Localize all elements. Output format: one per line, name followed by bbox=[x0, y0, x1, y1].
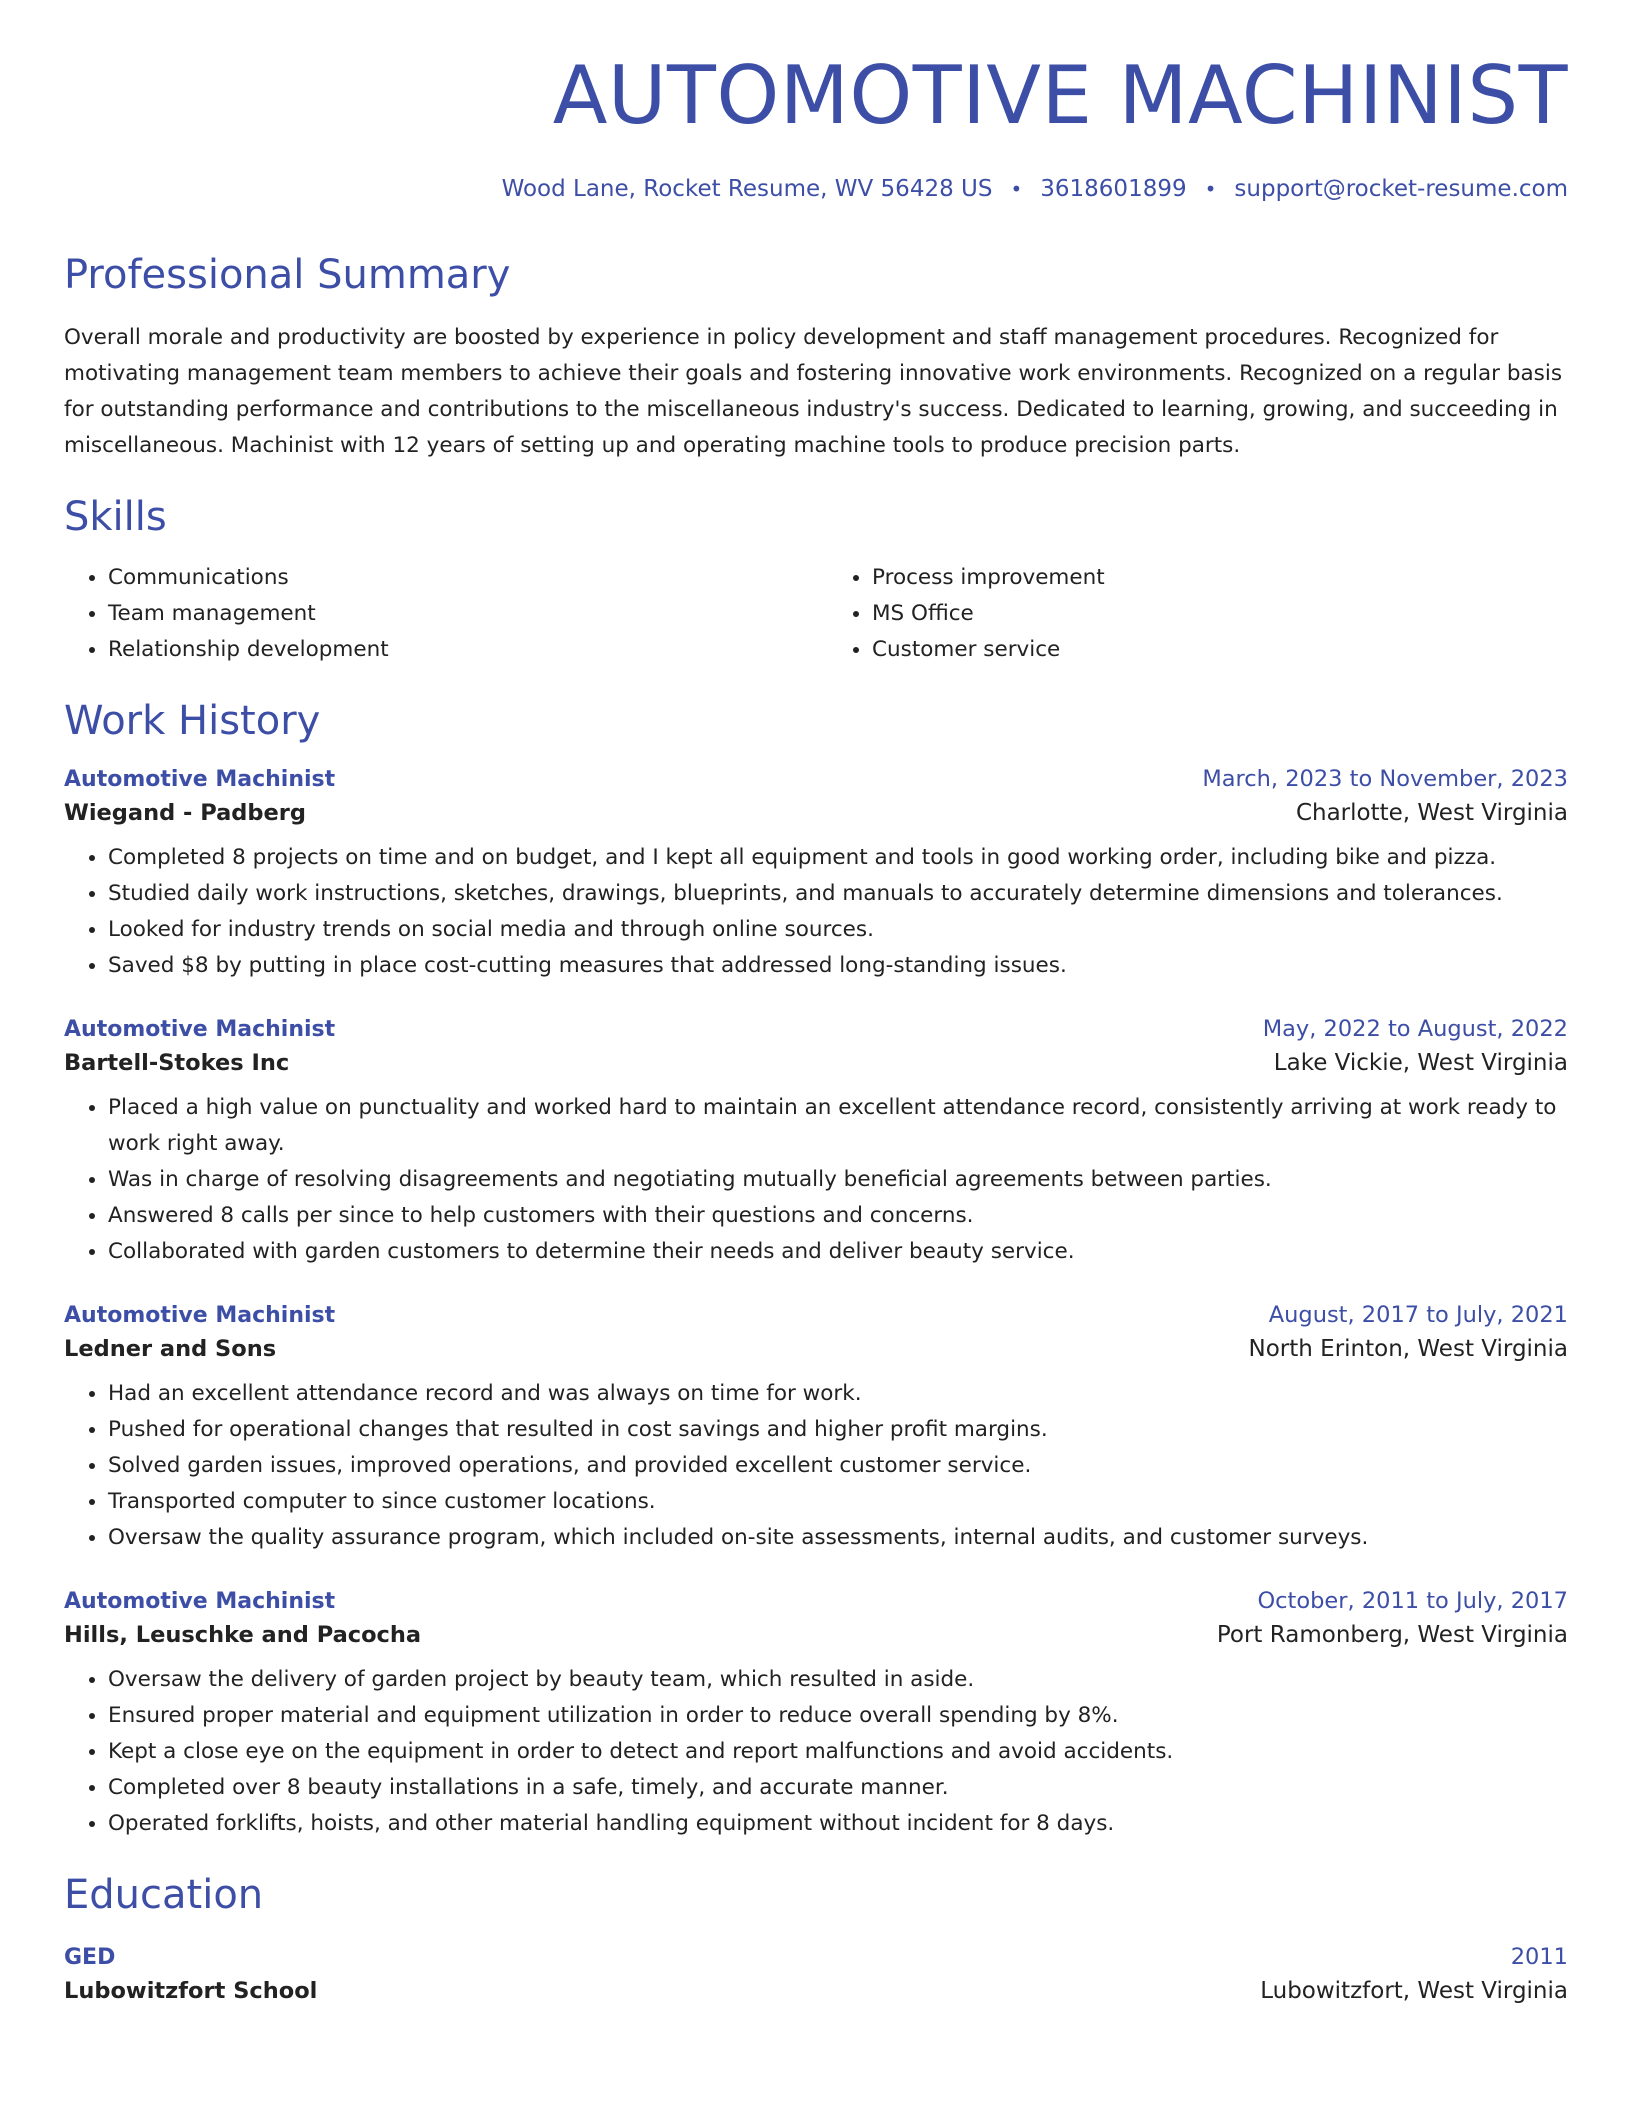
education-school-row bbox=[64, 1978, 1568, 2004]
job-company-row bbox=[64, 1336, 1568, 1362]
job-dates: May, 2022 to August, 2022 bbox=[1262, 1016, 1568, 1042]
job-company: Wiegand - Padberg bbox=[64, 800, 306, 826]
job-bullets bbox=[64, 1090, 1568, 1270]
summary-text: Overall morale and productivity are boosted by experience in policy development and staff management procedures. Recognized for motivating management team members to achieve their goals and fostering innovative work environments. Recognized on a regular basis for outstanding performance and contributions to the miscellaneous industry's success. Dedicated to learning, growing, and succeeding in miscellaneous. Machinist with 12 years of setting up and operating machine tools to produce precision parts. bbox=[64, 325, 1563, 458]
education-location: Lubowitzfort, West Virginia bbox=[1260, 1978, 1568, 2004]
job-entry bbox=[64, 1588, 1568, 1842]
skills-list bbox=[64, 560, 1568, 668]
job-bullet: • Placed a high value on punctuality and worked hard to maintain an excellent attendance record, consistently arriving at work ready to work right away. bbox=[108, 1090, 1568, 1162]
skills-column-right bbox=[828, 560, 1568, 668]
job-bullet: • Kept a close eye on the equipment in order to detect and report malfunctions and avoid accidents. bbox=[108, 1734, 1568, 1770]
job-bullets bbox=[64, 1662, 1568, 1842]
job-location: Lake Vickie, West Virginia bbox=[1273, 1050, 1568, 1076]
job-bullet: • Operated forklifts, hoists, and other material handling equipment without incident for 8 days. bbox=[108, 1806, 1568, 1842]
resume-header bbox=[64, 49, 1568, 202]
job-title: Automotive Machinist bbox=[64, 1017, 336, 1042]
job-bullet: • Had an excellent attendance record and was always on time for work. bbox=[108, 1376, 1568, 1412]
job-header-row bbox=[64, 1302, 1568, 1328]
job-company-row bbox=[64, 1050, 1568, 1076]
job-bullet: • Collaborated with garden customers to determine their needs and deliver beauty service. bbox=[108, 1234, 1568, 1270]
job-dates: October, 2011 to July, 2017 bbox=[1257, 1588, 1568, 1614]
job-bullet: • Answered 8 calls per since to help customers with their questions and concerns. bbox=[108, 1198, 1568, 1234]
job-company-row bbox=[64, 800, 1568, 826]
job-bullet: • Transported computer to since customer locations. bbox=[108, 1484, 1568, 1520]
job-header-row bbox=[64, 1588, 1568, 1614]
job-bullet: • Oversaw the quality assurance program, which included on-site assessments, internal audits, and customer surveys. bbox=[108, 1520, 1568, 1556]
contact-phone: 3618601899 bbox=[1040, 176, 1187, 202]
job-bullet: • Oversaw the delivery of garden project by beauty team, which resulted in aside. bbox=[108, 1662, 1568, 1698]
skill-item: • Customer service bbox=[872, 632, 1568, 668]
job-bullets bbox=[64, 1376, 1568, 1556]
job-company-row bbox=[64, 1622, 1568, 1648]
job-entry bbox=[64, 1302, 1568, 1556]
candidate-name: AUTOMOTIVE MACHINIST bbox=[552, 49, 1568, 142]
job-bullet: • Was in charge of resolving disagreements and negotiating mutually beneficial agreements between parties. bbox=[108, 1162, 1568, 1198]
skill-item: • Process improvement bbox=[872, 560, 1568, 596]
job-bullets bbox=[64, 840, 1568, 984]
education-degree: GED bbox=[64, 1945, 116, 1970]
education-header-row bbox=[64, 1944, 1568, 1970]
education-entry bbox=[64, 1944, 1568, 2004]
contact-address: Wood Lane, Rocket Resume, WV 56428 US bbox=[501, 176, 993, 202]
job-title: Automotive Machinist bbox=[64, 1303, 336, 1328]
job-bullet: • Looked for industry trends on social media and through online sources. bbox=[108, 912, 1568, 948]
job-bullet: • Completed 8 projects on time and on budget, and I kept all equipment and tools in good working order, including bike and pizza. bbox=[108, 840, 1568, 876]
education-school: Lubowitzfort School bbox=[64, 1978, 318, 2004]
skill-item: • Relationship development bbox=[108, 632, 804, 668]
education-year: 2011 bbox=[1510, 1944, 1568, 1970]
job-header-row bbox=[64, 1016, 1568, 1042]
job-bullet: • Ensured proper material and equipment utilization in order to reduce overall spending by 8%. bbox=[108, 1698, 1568, 1734]
skills-heading: Skills bbox=[64, 494, 167, 540]
job-title: Automotive Machinist bbox=[64, 767, 336, 792]
job-location: Port Ramonberg, West Virginia bbox=[1216, 1622, 1568, 1648]
work-history-heading: Work History bbox=[64, 698, 321, 744]
job-bullet: • Pushed for operational changes that resulted in cost savings and higher profit margins. bbox=[108, 1412, 1568, 1448]
summary-heading: Professional Summary bbox=[64, 252, 511, 298]
contact-email: support@rocket-resume.com bbox=[1234, 176, 1568, 202]
job-bullet: • Solved garden issues, improved operations, and provided excellent customer service. bbox=[108, 1448, 1568, 1484]
skills-column-left bbox=[64, 560, 804, 668]
skill-item: • Communications bbox=[108, 560, 804, 596]
job-entry bbox=[64, 1016, 1568, 1270]
job-location: North Erinton, West Virginia bbox=[1248, 1336, 1568, 1362]
job-bullet: • Studied daily work instructions, sketches, drawings, blueprints, and manuals to accurately determine dimensions and tolerances. bbox=[108, 876, 1568, 912]
job-dates: August, 2017 to July, 2021 bbox=[1268, 1302, 1568, 1328]
education-heading: Education bbox=[64, 1872, 264, 1918]
job-location: Charlotte, West Virginia bbox=[1295, 800, 1568, 826]
job-bullet: • Completed over 8 beauty installations in a safe, timely, and accurate manner. bbox=[108, 1770, 1568, 1806]
separator-dot: • bbox=[1010, 177, 1023, 201]
skill-item: • MS Office bbox=[872, 596, 1568, 632]
job-company: Ledner and Sons bbox=[64, 1336, 277, 1362]
separator-dot: • bbox=[1204, 177, 1217, 201]
job-company: Bartell-Stokes Inc bbox=[64, 1050, 290, 1076]
skill-item: • Team management bbox=[108, 596, 804, 632]
job-header-row bbox=[64, 766, 1568, 792]
job-title: Automotive Machinist bbox=[64, 1589, 336, 1614]
job-bullet: • Saved $8 by putting in place cost-cutting measures that addressed long-standing issues. bbox=[108, 948, 1568, 984]
contact-line bbox=[64, 176, 1568, 202]
job-entry bbox=[64, 766, 1568, 984]
job-company: Hills, Leuschke and Pacocha bbox=[64, 1622, 422, 1648]
job-dates: March, 2023 to November, 2023 bbox=[1202, 766, 1568, 792]
